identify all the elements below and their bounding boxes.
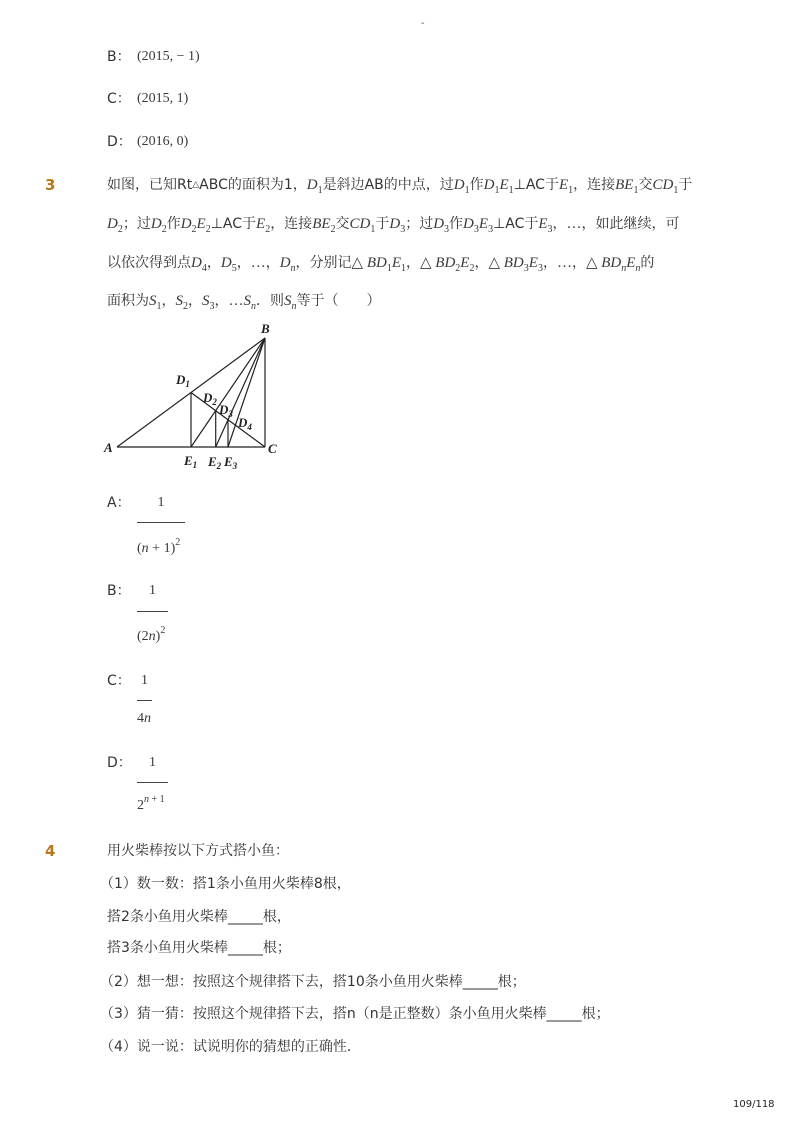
math-variable: S <box>149 293 157 309</box>
fraction-denominator <box>137 539 180 560</box>
question-text-line: （4）说一说：试说明你的猜想的正确性． <box>100 1039 361 1055</box>
segment-be2 <box>216 338 265 447</box>
point-label-e3 <box>223 454 238 471</box>
text-run: 交 <box>638 177 653 193</box>
option-label: C： <box>107 91 131 107</box>
label-main: D <box>238 415 248 430</box>
subscript: 1 <box>673 185 679 196</box>
text-run: 以依次得到点 <box>107 255 191 271</box>
text-run: ．则 <box>256 293 284 309</box>
math-symbol: 2 <box>137 798 144 813</box>
subscript-variable: n <box>251 301 256 312</box>
subscript: 1 <box>508 185 514 196</box>
label-main: A <box>104 440 113 455</box>
text-run: ；过 <box>122 216 151 232</box>
option-label: D： <box>107 755 132 771</box>
label-main: E <box>224 454 233 469</box>
math-symbol: + 1) <box>148 541 176 556</box>
subscript: 1 <box>156 301 162 312</box>
subscript: 3 <box>488 224 494 235</box>
fraction-denominator <box>137 796 165 817</box>
text-run: ， <box>236 255 251 271</box>
math-variable: E <box>256 216 266 232</box>
point-label-a <box>103 440 113 455</box>
subscript: 4 <box>201 263 207 274</box>
subscript: 2 <box>183 301 188 312</box>
math-symbol: ) <box>155 629 161 644</box>
math-variable: E <box>558 177 569 193</box>
point-label-d2 <box>202 390 217 407</box>
math-variable: BE <box>615 177 634 193</box>
text-run: 交 <box>335 216 350 232</box>
math-symbol: 4 <box>137 711 144 726</box>
label-main: D <box>219 402 229 417</box>
subscript: 3 <box>547 224 553 235</box>
point-label-e2 <box>207 454 222 471</box>
fraction-numerator: 1 <box>157 495 165 510</box>
option-value: (2015, 1) <box>137 91 189 106</box>
text-run: 于 <box>375 216 390 232</box>
fraction-bar <box>137 700 152 701</box>
text-run: ， <box>406 255 420 271</box>
subscript: 3 <box>444 224 450 235</box>
fraction-bar <box>137 611 168 612</box>
subscript-variable: n <box>291 301 297 312</box>
option-label: C： <box>107 673 131 689</box>
math-variable: E <box>626 255 636 271</box>
text-run: ⊥AC于 <box>210 216 257 232</box>
text-run: ， <box>571 255 586 271</box>
text-run: ， <box>188 293 202 309</box>
subscript: 3 <box>537 263 543 274</box>
question-text-line: （1）数一数：搭1条小鱼用火柴棒8根， <box>100 876 351 892</box>
fraction-bar <box>137 522 185 523</box>
header-mark: - <box>421 18 425 29</box>
math-symbol: ( <box>137 541 142 556</box>
math-variable: D <box>389 216 401 232</box>
text-run: ABC的面积为1， <box>199 177 307 193</box>
math-variable: S <box>243 293 251 309</box>
math-variable: D <box>483 177 495 193</box>
text-run: 作 <box>166 216 181 232</box>
text-run: ， <box>214 293 229 309</box>
text-run: ⊥AC于 <box>513 177 559 193</box>
option-d <box>0 753 800 823</box>
label-subscript: 2 <box>212 397 217 407</box>
superscript: 2 <box>160 625 166 636</box>
label-subscript: 1 <box>192 460 198 470</box>
fraction-bar <box>137 782 168 783</box>
fraction <box>137 581 168 651</box>
text-run: ；过 <box>405 216 434 232</box>
text-run: 作 <box>449 216 464 232</box>
option-c <box>0 671 800 741</box>
subscript-variable: n <box>621 263 627 274</box>
subscript: 3 <box>523 263 529 274</box>
math-variable: E <box>460 255 470 271</box>
question-text-line <box>107 214 680 236</box>
math-variable: D <box>150 216 162 232</box>
point-label-d4 <box>237 415 252 432</box>
math-variable: BE <box>312 216 331 232</box>
subscript: 2 <box>161 224 167 235</box>
subscript: 1 <box>386 263 392 274</box>
fraction-numerator: 1 <box>141 673 148 688</box>
question-number: 3 <box>45 176 56 194</box>
text-run: 的 <box>640 255 655 271</box>
math-variable: D <box>191 255 202 271</box>
option-label: A： <box>107 495 131 511</box>
text-run: ，连接 <box>573 177 616 193</box>
text-run: ，如此继续，可 <box>581 216 680 232</box>
subscript: 2 <box>455 263 461 274</box>
question-text-line: 用火柴棒按以下方式搭小鱼： <box>107 843 289 859</box>
text-run: ， <box>542 255 557 271</box>
question-text-line: 搭3条小鱼用火柴棒_____根； <box>107 940 291 956</box>
point-label-c <box>268 441 277 456</box>
text-run: ⊥AC于 <box>493 216 539 232</box>
text-run: 面积为 <box>107 293 149 309</box>
subscript: 5 <box>231 263 237 274</box>
text-run: ，连接 <box>270 216 313 232</box>
math-variable: D <box>279 255 291 271</box>
text-run: 如图，已知Rt <box>107 177 193 193</box>
label-main: D <box>176 372 186 387</box>
math-variable: E <box>391 255 401 271</box>
question-text-line: 搭2条小鱼用火柴棒_____根， <box>107 909 291 925</box>
superscript: + 1 <box>149 794 165 805</box>
math-variable: D <box>433 216 445 232</box>
superscript-variable: n <box>144 794 149 805</box>
question-text-line: （3）猜一猜：按照这个规律搭下去，搭n（n是正整数）条小鱼用火柴棒_____根； <box>100 1006 610 1022</box>
label-subscript: 2 <box>216 461 222 471</box>
triangle-figure <box>100 318 290 473</box>
math-variable: CD <box>349 216 371 232</box>
text-run: ，分别记 <box>295 255 352 271</box>
question-text-line <box>107 291 381 313</box>
text-run: 等于（ ） <box>296 293 381 309</box>
label-subscript: 3 <box>232 461 238 471</box>
math-symbol: … <box>250 255 266 271</box>
text-run: ， <box>161 293 176 309</box>
text-run: 是斜边AB的中点，过 <box>322 177 454 193</box>
option-value: (2015, − 1) <box>137 49 200 64</box>
option-label: D： <box>107 134 132 150</box>
math-symbol: (2 <box>137 629 149 644</box>
math-symbol: … <box>566 216 582 232</box>
subscript: 1 <box>401 263 406 274</box>
math-variable: BD <box>366 255 387 271</box>
fraction-denominator <box>137 709 151 729</box>
math-variable: D <box>453 177 465 193</box>
fraction <box>137 493 185 563</box>
fraction <box>137 753 168 823</box>
triangle-symbol: △ <box>192 180 200 190</box>
math-symbol: … <box>228 293 244 309</box>
math-variable: CD <box>652 177 674 193</box>
math-symbol: △ <box>351 255 367 271</box>
text-run: 于 <box>678 177 693 193</box>
fraction-denominator <box>137 627 165 648</box>
subscript: 3 <box>209 301 215 312</box>
subscript-variable: n <box>290 263 296 274</box>
math-variable: D <box>107 216 118 232</box>
subscript: 2 <box>205 224 211 235</box>
subscript: 3 <box>473 224 479 235</box>
math-variable: S <box>284 293 292 309</box>
math-variable: D <box>180 216 192 232</box>
text-run: ， <box>265 255 280 271</box>
math-variable: BD <box>435 255 456 271</box>
math-symbol: △ <box>585 255 602 271</box>
math-variable: BD <box>503 255 524 271</box>
text-run: ， <box>474 255 489 271</box>
question-text-line: （2）想一想：按照这个规律搭下去，搭10条小鱼用火柴棒_____根； <box>100 974 526 990</box>
option-label: B： <box>107 583 131 599</box>
subscript: 1 <box>370 224 376 235</box>
subscript: 1 <box>633 185 639 196</box>
label-main: D <box>203 390 213 405</box>
question-number: 4 <box>45 842 56 860</box>
math-symbol: … <box>556 255 572 271</box>
label-main: E <box>208 454 217 469</box>
math-variable: D <box>220 255 232 271</box>
label-subscript: 1 <box>185 379 190 389</box>
math-variable: E <box>499 177 509 193</box>
option-b <box>0 581 800 651</box>
option-a <box>0 493 800 563</box>
option-value: (2016, 0) <box>137 134 189 149</box>
math-symbol: △ <box>488 255 504 271</box>
math-variable: E <box>196 216 206 232</box>
point-label-b <box>260 321 270 336</box>
point-label-e1 <box>183 453 197 470</box>
fraction-numerator: 1 <box>149 583 156 598</box>
math-variable: S <box>202 293 210 309</box>
label-main: B <box>261 321 270 336</box>
label-subscript: 3 <box>228 409 233 419</box>
math-variable: D <box>463 216 474 232</box>
subscript: 2 <box>117 224 123 235</box>
math-variable: E <box>538 216 548 232</box>
subscript: 2 <box>469 263 475 274</box>
subscript: 1 <box>494 185 500 196</box>
subscript: 1 <box>317 185 323 196</box>
math-symbol: △ <box>420 255 436 271</box>
page-number: 109/118 <box>733 1099 775 1110</box>
text-run: 作 <box>469 177 484 193</box>
superscript: 2 <box>175 537 181 548</box>
label-main: C <box>268 441 277 456</box>
math-variable: E <box>528 255 538 271</box>
fraction <box>137 671 152 741</box>
subscript: 3 <box>400 224 406 235</box>
math-variable: n <box>141 541 149 556</box>
option-label: B： <box>107 49 131 65</box>
subscript: 1 <box>464 185 470 196</box>
text-run: ， <box>206 255 221 271</box>
label-subscript: 4 <box>247 422 252 432</box>
subscript: 2 <box>265 224 271 235</box>
math-variable: n <box>144 711 151 726</box>
fraction-numerator: 1 <box>149 755 156 770</box>
question-text-line <box>107 175 692 197</box>
question-text-line <box>107 253 654 275</box>
point-label-d3 <box>218 402 233 419</box>
math-variable: BD <box>601 255 622 271</box>
subscript-variable: n <box>635 263 641 274</box>
text-run: ， <box>552 216 567 232</box>
subscript: 2 <box>191 224 197 235</box>
subscript: 1 <box>568 185 574 196</box>
subscript: 2 <box>330 224 336 235</box>
point-label-d1 <box>175 372 190 389</box>
math-variable: n <box>148 629 156 644</box>
math-variable: D <box>306 177 318 193</box>
math-variable: S <box>175 293 183 309</box>
math-variable: E <box>478 216 489 232</box>
label-main: E <box>184 453 193 468</box>
